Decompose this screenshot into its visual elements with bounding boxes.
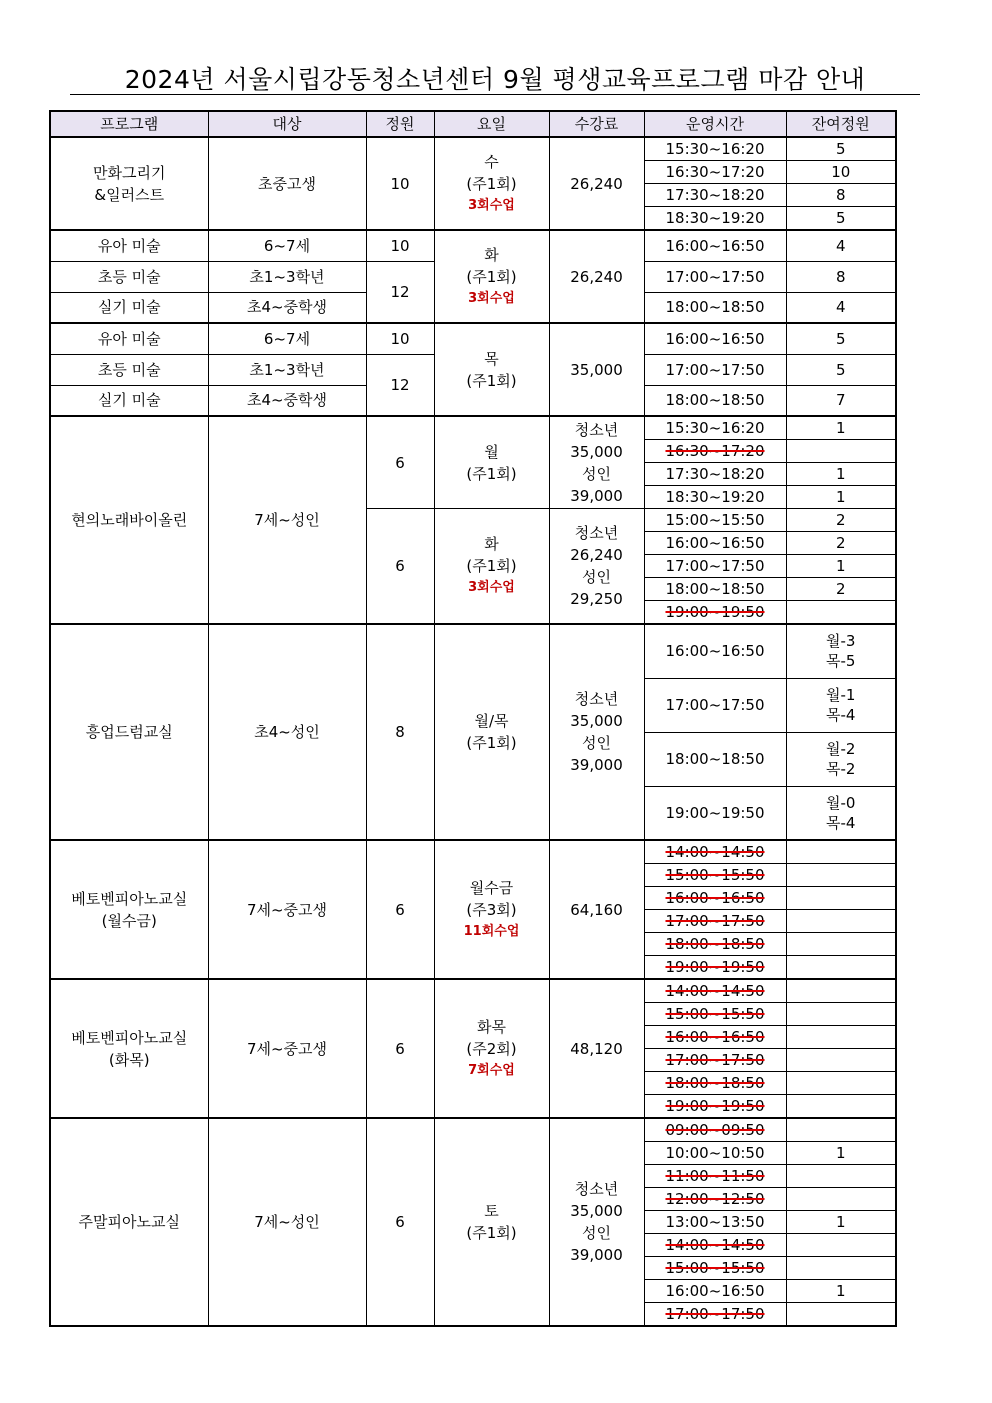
remaining-cell: 4 bbox=[786, 230, 896, 261]
day-label: 수 bbox=[484, 152, 499, 171]
time-cell: 17:00~17:50 bbox=[644, 678, 786, 732]
header-capacity: 정원 bbox=[366, 111, 434, 137]
frequency-label: (주2회) bbox=[466, 1039, 517, 1058]
frequency-label: (주1회) bbox=[466, 371, 517, 390]
time-cell-closed: 11:00~11:50 bbox=[644, 1165, 786, 1188]
time-cell: 17:00~17:50 bbox=[644, 354, 786, 385]
remaining-cell: 10 bbox=[786, 161, 896, 184]
remaining-cell bbox=[786, 1188, 896, 1211]
session-note: 3회수업 bbox=[468, 290, 515, 306]
fee-youth-value: 35,000 bbox=[570, 442, 623, 461]
program-name: 베토벤피아노교실 bbox=[71, 1028, 188, 1047]
session-note: 7회수업 bbox=[468, 1062, 515, 1078]
header-row bbox=[50, 111, 896, 137]
remaining-cell: 8 bbox=[786, 261, 896, 292]
remaining-cell: 1 bbox=[786, 1280, 896, 1303]
fee-cell bbox=[549, 509, 644, 625]
time-cell: 19:00~19:50 bbox=[644, 786, 786, 840]
remaining-cell bbox=[786, 440, 896, 463]
fee-cell: 35,000 bbox=[549, 323, 644, 416]
program-name: &일러스트 bbox=[94, 185, 165, 204]
target-cell: 초1~3학년 bbox=[208, 354, 366, 385]
remaining-cell bbox=[786, 601, 896, 625]
frequency-label: (주1회) bbox=[466, 557, 517, 575]
program-name: 베토벤피아노교실 bbox=[71, 889, 188, 908]
program-name: (화목) bbox=[108, 1050, 150, 1069]
capacity-cell: 6 bbox=[366, 979, 434, 1118]
session-note: 11회수업 bbox=[463, 923, 520, 939]
time-cell-closed: 19:00~19:50 bbox=[644, 601, 786, 625]
capacity-cell: 10 bbox=[366, 230, 434, 261]
capacity-cell: 10 bbox=[366, 137, 434, 230]
day-cell bbox=[434, 1118, 549, 1326]
remaining-cell: 1 bbox=[786, 463, 896, 486]
fee-cell: 26,240 bbox=[549, 230, 644, 323]
remaining-mon: 월-1 bbox=[826, 686, 856, 704]
remaining-mon: 월-2 bbox=[826, 740, 856, 758]
remaining-mon: 월-0 bbox=[826, 793, 856, 812]
remaining-cell: 2 bbox=[786, 578, 896, 601]
capacity-cell: 6 bbox=[366, 840, 434, 979]
remaining-cell bbox=[786, 1003, 896, 1026]
table-row bbox=[50, 323, 896, 354]
remaining-cell bbox=[786, 840, 896, 864]
time-cell-closed: 17:00~17:50 bbox=[644, 1049, 786, 1072]
fee-youth-value: 35,000 bbox=[570, 712, 623, 730]
time-cell: 13:00~13:50 bbox=[644, 1211, 786, 1234]
remaining-cell bbox=[786, 1026, 896, 1049]
time-cell: 16:00~16:50 bbox=[644, 230, 786, 261]
fee-youth-value: 35,000 bbox=[570, 1202, 623, 1220]
fee-adult-value: 39,000 bbox=[570, 1246, 623, 1264]
target-cell: 초중고생 bbox=[208, 137, 366, 230]
fee-cell: 64,160 bbox=[549, 840, 644, 979]
remaining-cell: 5 bbox=[786, 207, 896, 231]
title-underline bbox=[70, 94, 920, 95]
remaining-cell: 7 bbox=[786, 385, 896, 416]
time-cell: 16:00~16:50 bbox=[644, 532, 786, 555]
target-cell: 초4~성인 bbox=[208, 624, 366, 840]
fee-youth-label: 청소년 bbox=[574, 524, 619, 542]
day-cell bbox=[434, 979, 549, 1118]
time-cell-closed: 16:00~16:50 bbox=[644, 887, 786, 910]
time-cell: 15:30~16:20 bbox=[644, 416, 786, 440]
time-cell: 18:30~19:20 bbox=[644, 486, 786, 509]
time-cell: 18:00~18:50 bbox=[644, 578, 786, 601]
time-cell-closed: 18:00~18:50 bbox=[644, 1072, 786, 1095]
remaining-cell bbox=[786, 624, 896, 678]
header-time: 운영시간 bbox=[644, 111, 786, 137]
capacity-cell: 6 bbox=[366, 1118, 434, 1326]
fee-adult-value: 39,000 bbox=[570, 756, 623, 774]
remaining-cell bbox=[786, 1303, 896, 1327]
fee-youth-label: 청소년 bbox=[574, 420, 619, 439]
time-cell-closed: 14:00~14:50 bbox=[644, 840, 786, 864]
remaining-cell bbox=[786, 979, 896, 1003]
fee-cell bbox=[549, 1118, 644, 1326]
time-cell-closed: 17:00~17:50 bbox=[644, 1303, 786, 1327]
schedule-table bbox=[49, 110, 897, 1327]
remaining-thu: 목-5 bbox=[826, 652, 856, 671]
header-day: 요일 bbox=[434, 111, 549, 137]
remaining-cell: 8 bbox=[786, 184, 896, 207]
header-target: 대상 bbox=[208, 111, 366, 137]
day-label: 월수금 bbox=[469, 878, 514, 897]
remaining-cell bbox=[786, 732, 896, 786]
fee-cell: 26,240 bbox=[549, 137, 644, 230]
remaining-cell: 1 bbox=[786, 555, 896, 578]
fee-adult-label: 성인 bbox=[582, 1224, 611, 1242]
time-cell: 17:00~17:50 bbox=[644, 555, 786, 578]
remaining-cell bbox=[786, 1072, 896, 1095]
time-cell: 17:00~17:50 bbox=[644, 261, 786, 292]
header-fee: 수강료 bbox=[549, 111, 644, 137]
remaining-cell: 4 bbox=[786, 292, 896, 323]
day-cell bbox=[434, 230, 549, 323]
target-cell: 초1~3학년 bbox=[208, 261, 366, 292]
remaining-thu: 목-4 bbox=[826, 813, 856, 832]
program-cell: 초등 미술 bbox=[50, 261, 208, 292]
program-cell bbox=[50, 840, 208, 979]
frequency-label: (주1회) bbox=[466, 174, 517, 193]
remaining-cell: 1 bbox=[786, 1142, 896, 1165]
remaining-mon: 월-3 bbox=[826, 632, 856, 651]
fee-youth-label: 청소년 bbox=[574, 1180, 619, 1198]
time-cell: 16:00~16:50 bbox=[644, 624, 786, 678]
remaining-cell: 5 bbox=[786, 323, 896, 354]
target-cell: 6~7세 bbox=[208, 323, 366, 354]
program-cell: 유아 미술 bbox=[50, 323, 208, 354]
remaining-thu: 목-2 bbox=[826, 760, 856, 778]
remaining-cell: 1 bbox=[786, 1211, 896, 1234]
fee-youth-label: 청소년 bbox=[574, 690, 619, 708]
time-cell-closed: 16:30~17:20 bbox=[644, 440, 786, 463]
time-cell-closed: 19:00~19:50 bbox=[644, 1095, 786, 1119]
remaining-cell bbox=[786, 1234, 896, 1257]
remaining-cell: 2 bbox=[786, 509, 896, 532]
fee-youth-value: 26,240 bbox=[570, 546, 623, 564]
remaining-cell bbox=[786, 1095, 896, 1119]
time-cell-closed: 15:00~15:50 bbox=[644, 1257, 786, 1280]
time-cell: 18:00~18:50 bbox=[644, 385, 786, 416]
capacity-cell: 8 bbox=[366, 624, 434, 840]
time-cell-closed: 15:00~15:50 bbox=[644, 1003, 786, 1026]
program-name: 만화그리기 bbox=[93, 163, 166, 182]
frequency-label: (주1회) bbox=[466, 734, 517, 752]
table-row bbox=[50, 1118, 896, 1142]
table-row bbox=[50, 230, 896, 261]
time-cell-closed: 14:00~14:50 bbox=[644, 1234, 786, 1257]
fee-cell bbox=[549, 624, 644, 840]
time-cell-closed: 16:00~16:50 bbox=[644, 1026, 786, 1049]
remaining-cell bbox=[786, 678, 896, 732]
remaining-cell bbox=[786, 864, 896, 887]
time-cell: 18:30~19:20 bbox=[644, 207, 786, 231]
table-row bbox=[50, 979, 896, 1003]
target-cell: 7세~중고생 bbox=[208, 840, 366, 979]
program-cell: 실기 미술 bbox=[50, 292, 208, 323]
fee-adult-value: 29,250 bbox=[570, 590, 623, 608]
time-cell-closed: 09:00~09:50 bbox=[644, 1118, 786, 1142]
time-cell: 17:30~18:20 bbox=[644, 184, 786, 207]
time-cell: 18:00~18:50 bbox=[644, 732, 786, 786]
day-label: 화 bbox=[484, 535, 499, 553]
remaining-cell: 5 bbox=[786, 354, 896, 385]
target-cell: 7세~성인 bbox=[208, 1118, 366, 1326]
capacity-cell: 6 bbox=[366, 509, 434, 625]
frequency-label: (주1회) bbox=[466, 464, 517, 483]
table-row bbox=[50, 840, 896, 864]
time-cell: 16:30~17:20 bbox=[644, 161, 786, 184]
remaining-cell bbox=[786, 1118, 896, 1142]
time-cell-closed: 14:00~14:50 bbox=[644, 979, 786, 1003]
target-cell: 초4~중학생 bbox=[208, 292, 366, 323]
remaining-cell: 5 bbox=[786, 137, 896, 161]
frequency-label: (주1회) bbox=[466, 267, 517, 286]
target-cell: 초4~중학생 bbox=[208, 385, 366, 416]
program-cell: 흥업드럼교실 bbox=[50, 624, 208, 840]
remaining-cell bbox=[786, 910, 896, 933]
table-row bbox=[50, 416, 896, 440]
day-cell bbox=[434, 509, 549, 625]
day-label: 월 bbox=[484, 442, 499, 461]
remaining-cell bbox=[786, 1165, 896, 1188]
fee-cell: 48,120 bbox=[549, 979, 644, 1118]
program-name: (월수금) bbox=[101, 911, 157, 930]
table-row bbox=[50, 624, 896, 678]
remaining-cell: 1 bbox=[786, 486, 896, 509]
time-cell: 17:30~18:20 bbox=[644, 463, 786, 486]
capacity-cell: 12 bbox=[366, 354, 434, 416]
header-program: 프로그램 bbox=[50, 111, 208, 137]
capacity-cell: 10 bbox=[366, 323, 434, 354]
day-label: 화 bbox=[484, 245, 499, 264]
day-cell bbox=[434, 624, 549, 840]
time-cell: 10:00~10:50 bbox=[644, 1142, 786, 1165]
time-cell: 18:00~18:50 bbox=[644, 292, 786, 323]
frequency-label: (주3회) bbox=[466, 900, 517, 919]
day-cell bbox=[434, 137, 549, 230]
capacity-cell: 12 bbox=[366, 261, 434, 323]
day-cell bbox=[434, 416, 549, 509]
day-label: 토 bbox=[484, 1202, 499, 1220]
capacity-cell: 6 bbox=[366, 416, 434, 509]
target-cell: 7세~성인 bbox=[208, 416, 366, 624]
fee-adult-label: 성인 bbox=[582, 464, 611, 483]
fee-adult-label: 성인 bbox=[582, 734, 611, 752]
session-note: 3회수업 bbox=[468, 197, 515, 213]
target-cell: 6~7세 bbox=[208, 230, 366, 261]
program-cell: 현의노래바이올린 bbox=[50, 416, 208, 624]
fee-cell bbox=[549, 416, 644, 509]
remaining-cell bbox=[786, 1049, 896, 1072]
time-cell-closed: 12:00~12:50 bbox=[644, 1188, 786, 1211]
time-cell: 15:00~15:50 bbox=[644, 509, 786, 532]
frequency-label: (주1회) bbox=[466, 1224, 517, 1242]
time-cell-closed: 18:00~18:50 bbox=[644, 933, 786, 956]
time-cell: 16:00~16:50 bbox=[644, 323, 786, 354]
page-title: 2024년 서울시립강동청소년센터 9월 평생교육프로그램 마감 안내 bbox=[124, 65, 866, 94]
session-note: 3회수업 bbox=[468, 580, 515, 595]
program-cell bbox=[50, 137, 208, 230]
day-cell bbox=[434, 840, 549, 979]
time-cell-closed: 19:00~19:50 bbox=[644, 956, 786, 980]
time-cell-closed: 17:00~17:50 bbox=[644, 910, 786, 933]
program-cell: 유아 미술 bbox=[50, 230, 208, 261]
day-cell bbox=[434, 323, 549, 416]
remaining-thu: 목-4 bbox=[826, 706, 856, 724]
remaining-cell: 2 bbox=[786, 532, 896, 555]
time-cell-closed: 15:00~15:50 bbox=[644, 864, 786, 887]
remaining-cell bbox=[786, 956, 896, 980]
program-cell bbox=[50, 979, 208, 1118]
remaining-cell bbox=[786, 887, 896, 910]
table-row bbox=[50, 137, 896, 161]
time-cell: 16:00~16:50 bbox=[644, 1280, 786, 1303]
target-cell: 7세~중고생 bbox=[208, 979, 366, 1118]
program-cell: 주말피아노교실 bbox=[50, 1118, 208, 1326]
day-label: 목 bbox=[484, 349, 499, 368]
fee-adult-value: 39,000 bbox=[570, 486, 623, 505]
remaining-cell: 1 bbox=[786, 416, 896, 440]
day-label: 화목 bbox=[477, 1017, 506, 1036]
program-cell: 실기 미술 bbox=[50, 385, 208, 416]
header-remaining: 잔여정원 bbox=[786, 111, 896, 137]
day-label: 월/목 bbox=[474, 712, 509, 730]
fee-adult-label: 성인 bbox=[582, 568, 611, 586]
remaining-cell bbox=[786, 1257, 896, 1280]
remaining-cell bbox=[786, 933, 896, 956]
remaining-cell bbox=[786, 786, 896, 840]
time-cell: 15:30~16:20 bbox=[644, 137, 786, 161]
program-cell: 초등 미술 bbox=[50, 354, 208, 385]
